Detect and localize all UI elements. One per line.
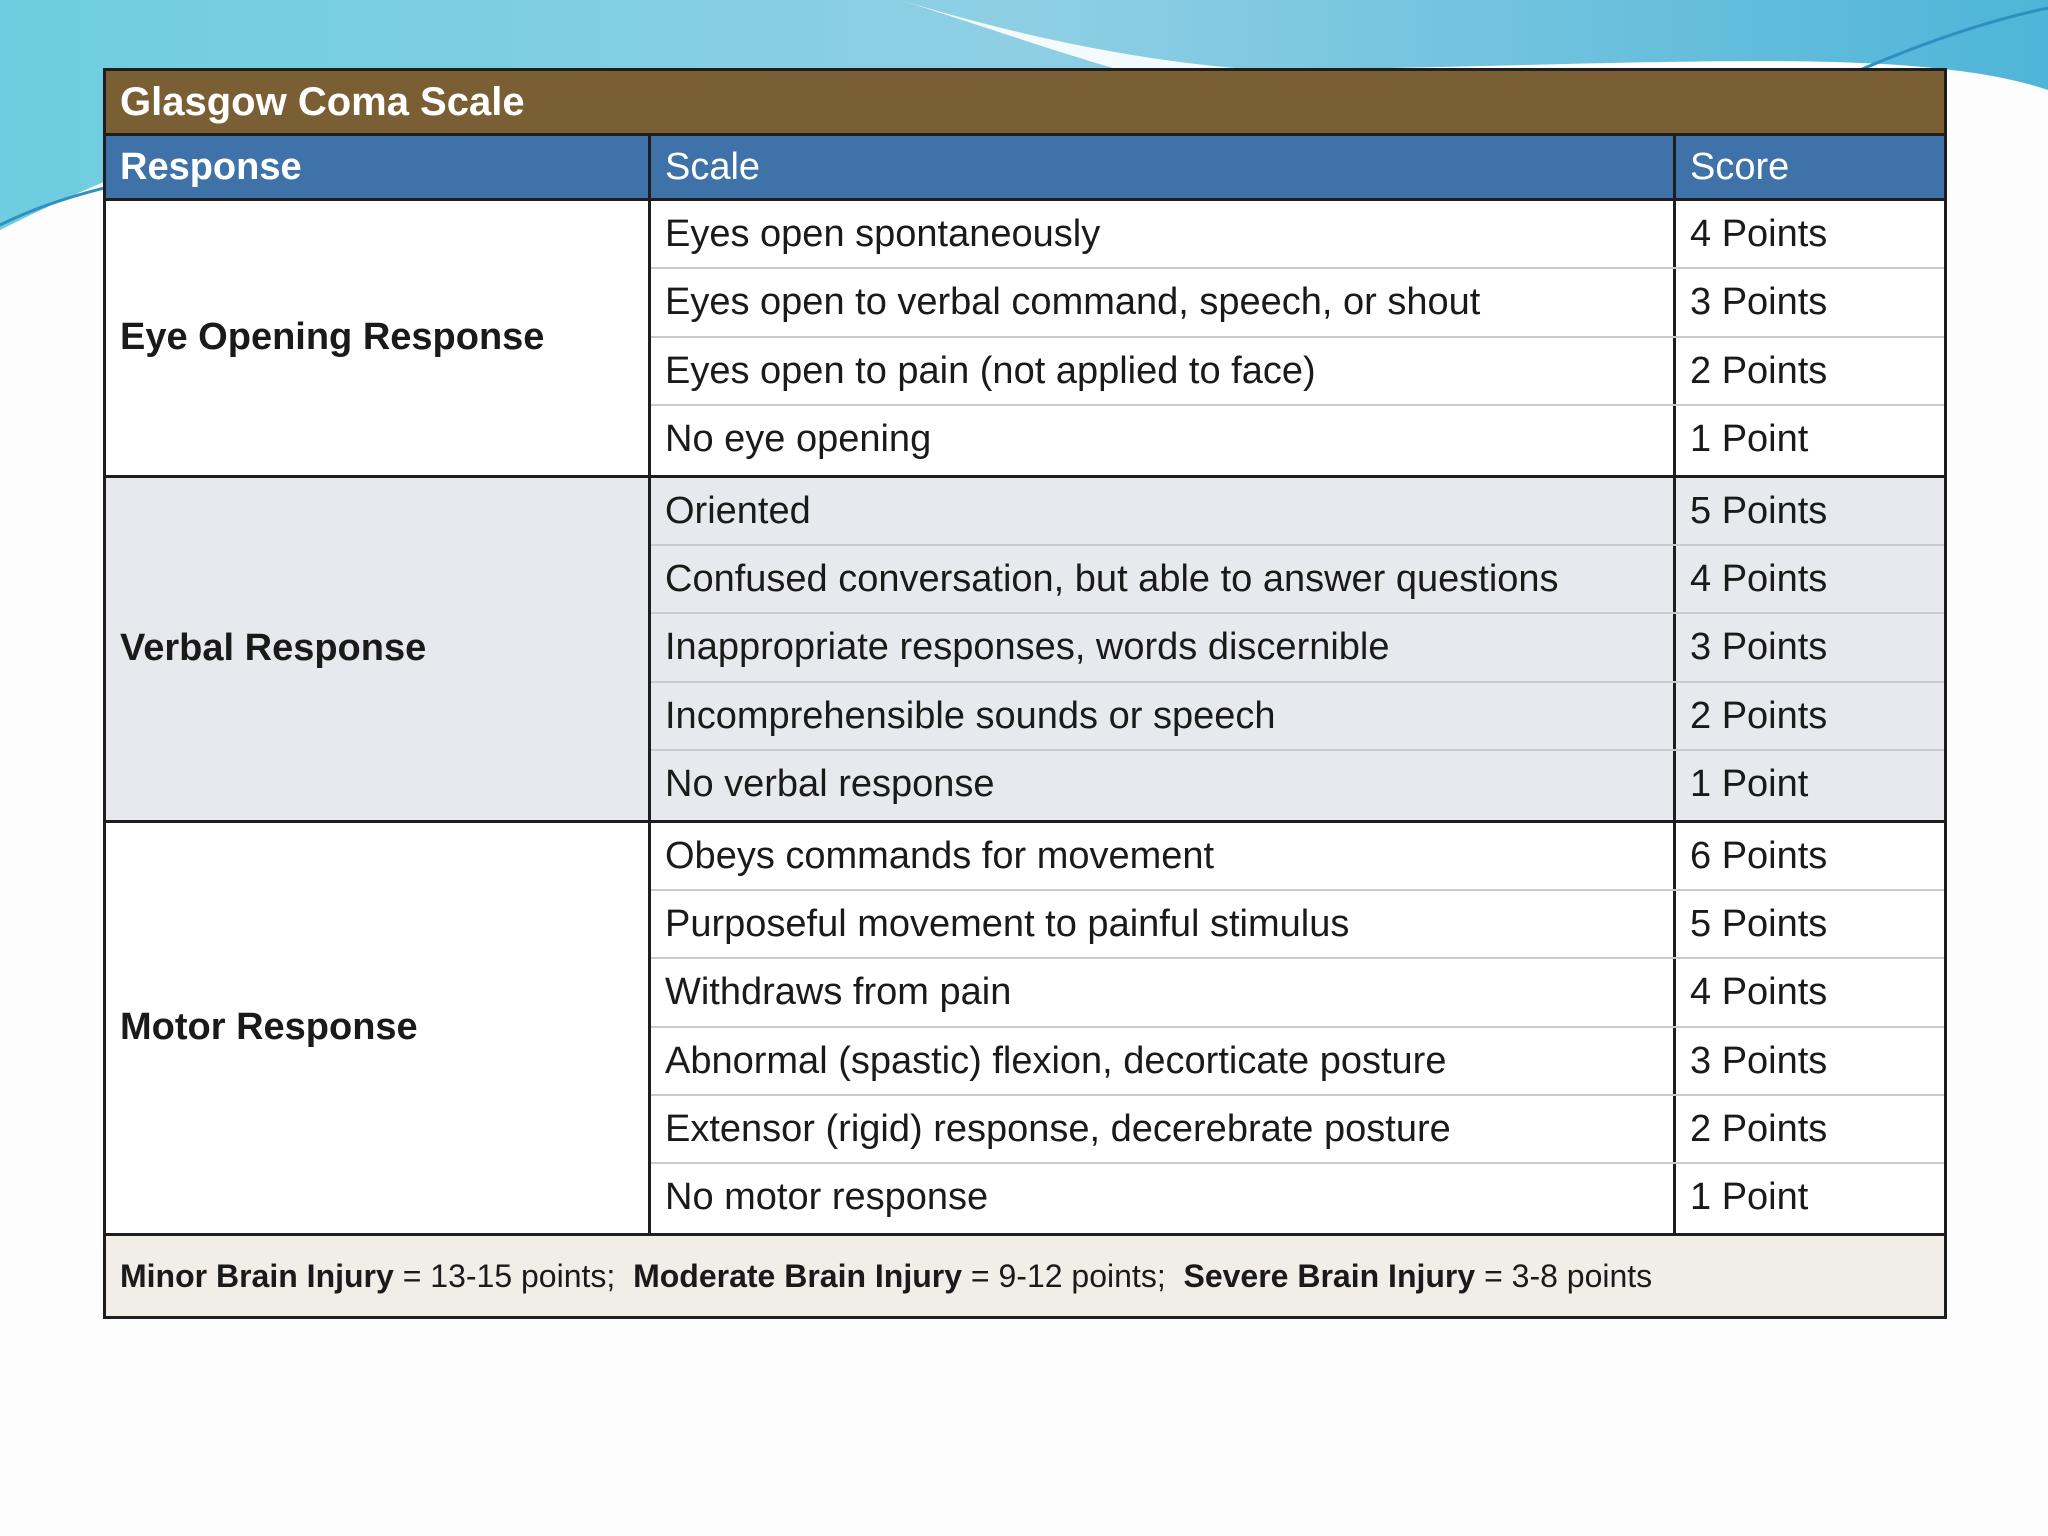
footer-severe-label: Severe Brain Injury <box>1183 1257 1476 1294</box>
response-group-rows <box>651 823 1944 1233</box>
score-cell: 2 Points <box>1690 694 1828 737</box>
score-cell: 3 Points <box>1690 281 1828 324</box>
table-row <box>651 959 1944 1027</box>
table-row <box>651 683 1944 751</box>
header-response: Response <box>106 136 651 198</box>
table-row <box>651 338 1944 406</box>
footer-moderate-label: Moderate Brain Injury <box>633 1257 963 1294</box>
scale-cell: Obeys commands for movement <box>651 823 1676 889</box>
response-group-rows <box>651 478 1944 820</box>
table-row <box>651 478 1944 546</box>
response-group-label: Motor Response <box>106 823 651 1233</box>
scale-cell: Withdraws from pain <box>651 959 1676 1025</box>
scale-cell: Confused conversation, but able to answer questions <box>651 546 1676 612</box>
footer-severe-value: = 3-8 points <box>1475 1257 1653 1294</box>
scale-cell: Eyes open to pain (not applied to face) <box>651 338 1676 404</box>
table-row <box>651 546 1944 614</box>
table-row <box>651 1164 1944 1232</box>
score-cell: 3 Points <box>1690 1039 1828 1082</box>
table-row <box>651 1028 1944 1096</box>
response-group-label: Verbal Response <box>106 478 651 820</box>
table-body <box>106 201 1944 1236</box>
table-footer-legend <box>106 1236 1944 1316</box>
header-scale: Scale <box>651 136 1676 198</box>
scale-cell: Incomprehensible sounds or speech <box>651 683 1676 749</box>
score-cell: 4 Points <box>1690 971 1828 1014</box>
table-row <box>651 201 1944 269</box>
score-cell: 1 Point <box>1690 1176 1809 1219</box>
response-group <box>106 478 1944 823</box>
table-row <box>651 823 1944 891</box>
score-cell: 5 Points <box>1690 902 1828 945</box>
score-cell: 1 Point <box>1690 763 1809 806</box>
score-cell: 5 Points <box>1690 489 1828 532</box>
response-group-label: Eye Opening Response <box>106 201 651 475</box>
footer-minor-label: Minor Brain Injury <box>120 1257 394 1294</box>
scale-cell: No eye opening <box>651 406 1676 474</box>
score-cell: 2 Points <box>1690 1108 1828 1151</box>
scale-cell: Eyes open spontaneously <box>651 201 1676 267</box>
score-cell: 2 Points <box>1690 349 1828 392</box>
score-cell: 3 Points <box>1690 626 1828 669</box>
table-row <box>651 614 1944 682</box>
scale-cell: Inappropriate responses, words discernible <box>651 614 1676 680</box>
footer-minor-value: = 13-15 points; <box>393 1257 634 1294</box>
footer-moderate-value: = 9-12 points; <box>962 1257 1184 1294</box>
table-header-row <box>106 136 1944 201</box>
table-row <box>651 891 1944 959</box>
response-group <box>106 823 1944 1236</box>
score-cell: 4 Points <box>1690 557 1828 600</box>
scale-cell: Abnormal (spastic) flexion, decorticate posture <box>651 1028 1676 1094</box>
table-row <box>651 406 1944 474</box>
response-group-rows <box>651 201 1944 475</box>
scale-cell: Extensor (rigid) response, decerebrate posture <box>651 1096 1676 1162</box>
response-group <box>106 201 1944 478</box>
glasgow-coma-scale-table <box>103 68 1947 1319</box>
table-row <box>651 1096 1944 1164</box>
scale-cell: Purposeful movement to painful stimulus <box>651 891 1676 957</box>
scale-cell: Eyes open to verbal command, speech, or shout <box>651 269 1676 335</box>
table-title: Glasgow Coma Scale <box>106 71 1944 136</box>
score-cell: 6 Points <box>1690 834 1828 877</box>
header-score: Score <box>1690 146 1790 188</box>
score-cell: 1 Point <box>1690 418 1809 461</box>
table-row <box>651 751 1944 819</box>
score-cell: 4 Points <box>1690 213 1828 255</box>
scale-cell: No motor response <box>651 1164 1676 1232</box>
scale-cell: Oriented <box>651 478 1676 544</box>
table-row <box>651 269 1944 337</box>
scale-cell: No verbal response <box>651 751 1676 819</box>
